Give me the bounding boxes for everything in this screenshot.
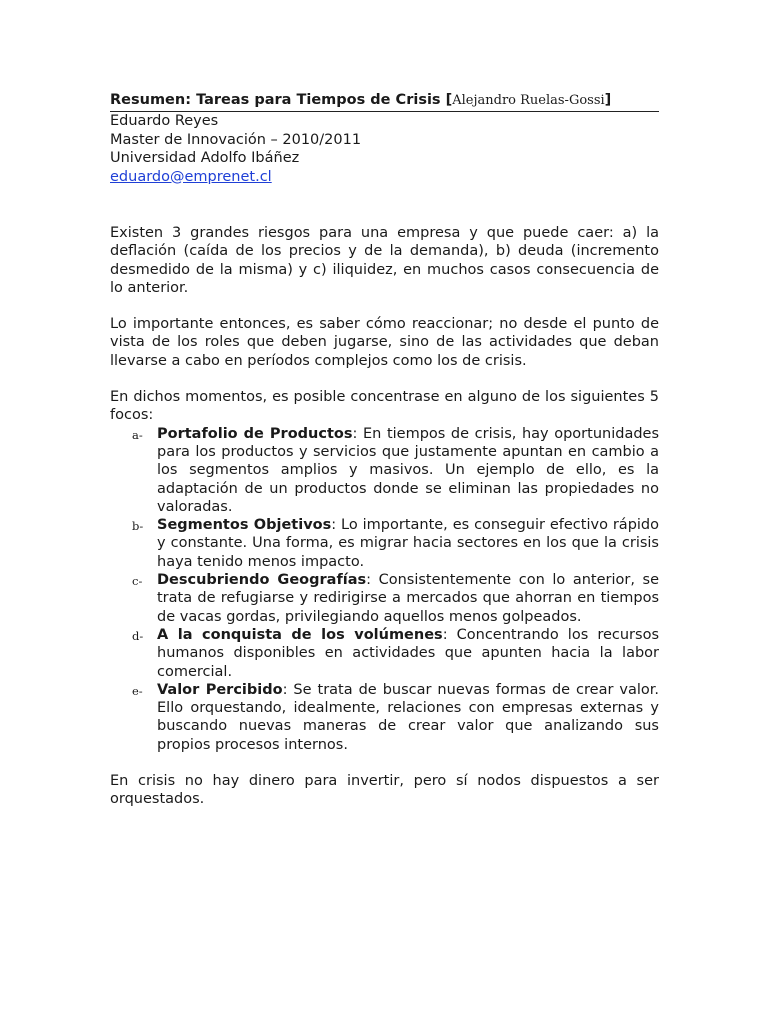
title-bracket-close: ] <box>604 92 612 108</box>
list-item <box>110 516 659 571</box>
program-name: Master de Innovación – 2010/2011 <box>110 131 362 148</box>
focus-name: Descubriendo Geografías <box>157 572 367 589</box>
focus-name: Valor Percibido <box>157 681 283 698</box>
author-name: Eduardo Reyes <box>110 113 219 129</box>
list-item <box>110 626 659 681</box>
focus-name: Segmentos Objetivos <box>157 517 332 534</box>
focus-text: : Concentrando los recursos humanos disponibles en actividades que apunten hacia la labor comercial. <box>157 626 659 680</box>
list-item <box>110 571 659 626</box>
university-name: Universidad Adolfo Ibáñez <box>110 150 300 166</box>
focus-name: A la conquista de los volúmenes <box>157 626 443 643</box>
list-marker: d- <box>132 628 144 643</box>
focus-text: : Se trata de buscar nuevas formas de crear valor. Ello orquestando, idealmente, relaciones con empresas externas y buscando nuevas maneras de crear valor que analizando sus propios procesos internos. <box>157 681 659 753</box>
title-text: Resumen: Tareas para Tiempos de Crisis [ <box>110 92 453 108</box>
focus-text: : En tiempos de crisis, hay oportunidades para los productos y servicios que justamente apuntan en cambio a los segmentos amplios y masivos. Un ejemplo de ello, es la adaptación de un productos donde se eliminan las propiedades no valoradas. <box>157 425 660 515</box>
document-title <box>110 91 659 112</box>
list-marker: b- <box>132 519 144 534</box>
focus-text: : Lo importante, es conseguir efectivo rápido y constante. Una forma, es migrar hacia sectores en los que la crisis haya tenido menos impacto. <box>157 517 660 570</box>
focus-list <box>110 425 659 754</box>
paragraph-focus-intro: En dichos momentos, es posible concentrase en alguno de los siguientes 5 focos: <box>110 389 659 424</box>
list-marker: e- <box>132 683 143 698</box>
paragraph-reaction: Lo importante entonces, es saber cómo reaccionar; no desde el punto de vista de los roles que deben jugarse, sino de las actividades que deban llevarse a cabo en períodos complejos como los de crisis. <box>110 316 659 369</box>
title-author: Alejandro Ruelas-Gossi <box>452 93 605 108</box>
list-item <box>110 681 659 754</box>
email-link[interactable]: eduardo@emprenet.cl <box>110 168 272 185</box>
list-item <box>110 425 659 516</box>
focus-name: Portafolio de Productos <box>157 425 353 442</box>
list-marker: c- <box>132 574 143 589</box>
paragraph-risks: Existen 3 grandes riesgos para una empresa y que puede caer: a) la deflación (caída de los precios y de la demanda), b) deuda (incremento desmedido de la misma) y c) iliquidez, en muchos casos consecuencia de lo anterior. <box>110 225 659 296</box>
document-page <box>110 91 659 809</box>
author-info <box>110 112 659 186</box>
paragraph-conclusion: En crisis no hay dinero para invertir, pero sí nodos dispuestos a ser orquestados. <box>110 773 659 808</box>
list-marker: a- <box>132 427 143 442</box>
focus-text: : Consistentemente con lo anterior, se trata de refugiarse y redirigirse a mercados que ahorran en tiempos de vacas gordas, privilegiando aquellos menos golpeados. <box>157 572 659 625</box>
